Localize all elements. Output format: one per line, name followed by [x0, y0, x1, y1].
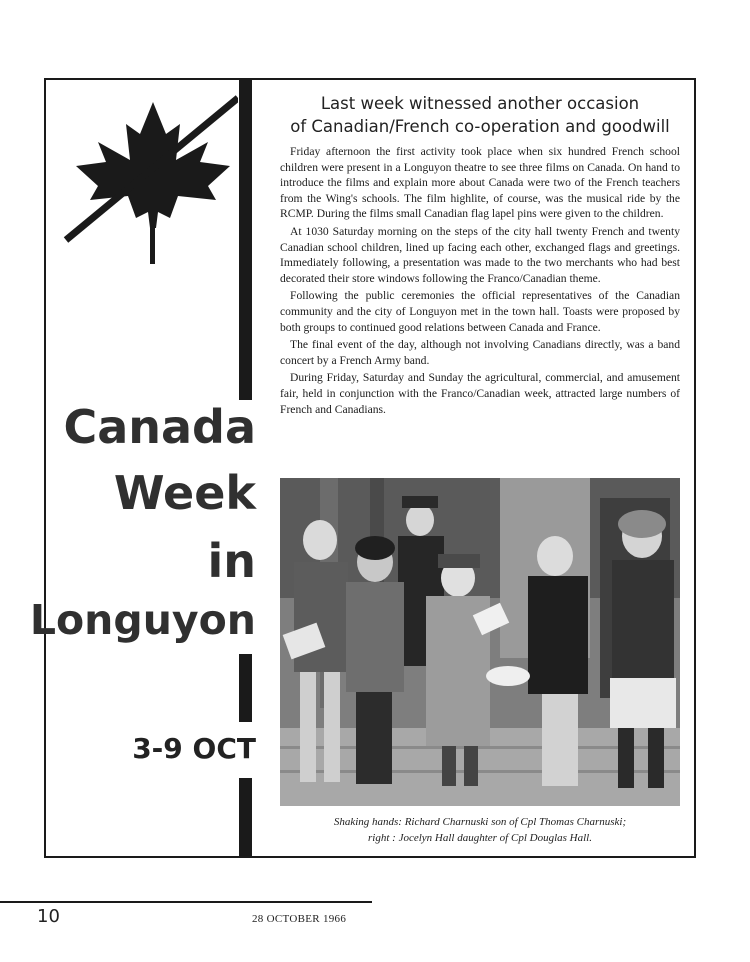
photo-illustration	[280, 478, 680, 806]
caption-line-2: right : Jocelyn Hall daughter of Cpl Douglas Hall.	[368, 832, 592, 844]
headline-line-2: of Canadian/French co-operation and goodwill	[290, 117, 670, 136]
maple-leaf-icon	[58, 90, 238, 265]
title-line-longuyon: Longuyon	[29, 596, 256, 644]
photo-caption	[280, 814, 680, 846]
page-number: 10	[37, 906, 60, 927]
title-line-in: in	[207, 534, 256, 588]
title-dates: 3-9 OCT	[132, 732, 256, 765]
title-line-week: Week	[113, 466, 256, 520]
issue-date: 28 OCTOBER 1966	[252, 913, 347, 925]
vertical-bar-bottom	[239, 778, 252, 856]
headline-line-1: Last week witnessed another occasion	[320, 94, 640, 113]
article-paragraph: The final event of the day, although not involving Canadians directly, was a band concert by a French Army band.	[280, 338, 680, 367]
article-paragraph: Friday afternoon the first activity took place when six hundred French school children were present in a Longuyon theatre to see three films on Canada. On hand to introduce the films and explain more about Canada were two of the French teachers from the Wing's schools. The film highlite, of course, was the musical ride by the RCMP. During the films small Canadian flag lapel pins were given to the children.	[280, 145, 680, 221]
vertical-bar-top	[239, 80, 252, 400]
caption-line-1: Shaking hands: Richard Charnuski son of Cpl Thomas Charnuski;	[333, 816, 627, 828]
article-paragraph: During Friday, Saturday and Sunday the agricultural, commercial, and amusement fair, held in conjunction with the Franco/Canadian week, attracted large numbers of French and Canadians.	[280, 371, 680, 416]
article-paragraph: At 1030 Saturday morning on the steps of the city hall twenty French and twenty Canadian school children, lined up facing each other, exchanged flags and greetings. Immediately following, a presentation was made to the two merchants who had best decorated their store windows following the Franco/Canadian theme.	[280, 224, 680, 285]
article-body	[280, 144, 680, 419]
article-paragraph: Following the public ceremonies the official representatives of the Canadian community and the city of Longuyon met in the town hall. Toasts were proposed by both groups to continued good relations between Canada and France.	[280, 289, 680, 334]
footer-rule	[0, 901, 372, 903]
title-line-canada: Canada	[63, 400, 256, 454]
article-headline	[272, 92, 688, 138]
vertical-bar-middle	[239, 654, 252, 722]
article-photo	[280, 478, 680, 806]
